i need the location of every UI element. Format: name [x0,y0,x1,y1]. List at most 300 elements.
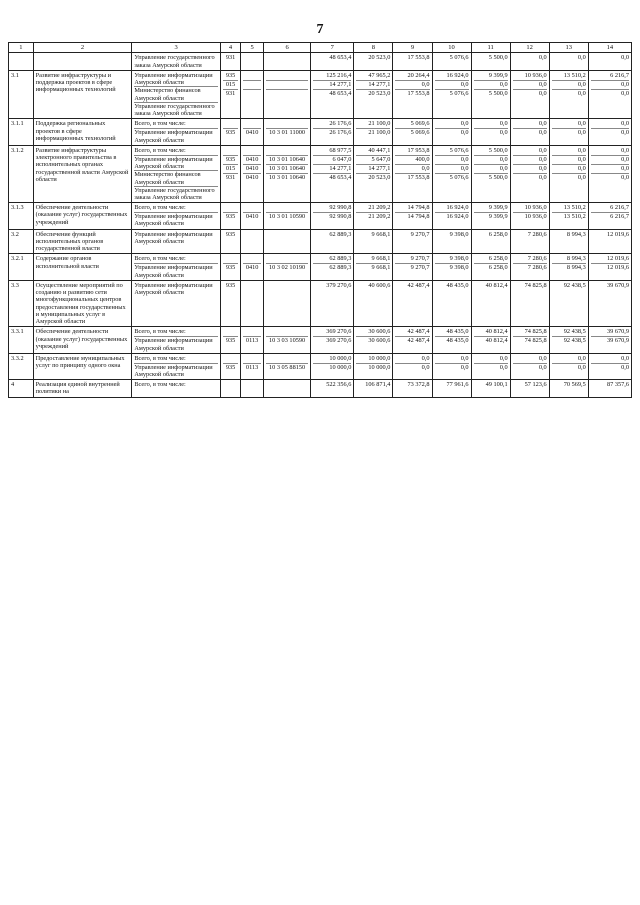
amount-col-8-line: 20 523,0 [356,173,390,182]
amount-col-9-line: 14 794,8 [407,204,430,212]
amount-col-10-line: 9 398,0 [435,263,469,272]
section-code-line [243,255,261,263]
amount-col-13-line: 92 438,5 [552,336,586,345]
grbs-code-line: 931 [223,89,239,98]
section-code-line [243,72,261,80]
target-article-code-cell [263,70,310,118]
amount-col-12-cell [510,280,549,326]
measure-name-cell: Содержание органов исполнительной власти [33,254,132,280]
amount-col-10-line: 5 076,6 [435,173,469,182]
total-amount-line: 92 990,8 [313,212,351,221]
target-article-code-line: 10 3 05 88150 [266,363,308,372]
amount-col-9-line: 0,0 [421,354,430,362]
target-article-code-line: 10 3 01 10640 [266,173,308,182]
responsible-executor-line: Управление информатизации Амурской области [134,263,217,278]
measure-name-cell: Обеспечение функций исполнительных органов государственной власти [33,229,132,254]
total-amount-line: 14 277,1 [313,80,351,89]
grbs-code-line [223,255,239,263]
col-header-4: 4 [220,43,241,53]
amount-col-13-line: 0,0 [577,354,586,362]
amount-col-10-line: 0,0 [435,155,469,164]
amount-col-13-line: 0,0 [552,80,586,89]
table-row [9,145,632,202]
amount-col-12-line: 7 280,6 [527,255,547,263]
responsible-executor-line: Управление информатизации Амурской области [134,230,213,245]
amount-col-13-line: 0,0 [552,164,586,173]
responsible-executor-line: Всего, в том числе: [134,328,186,336]
total-amount-cell [311,280,354,326]
amount-col-12-line: 7 280,6 [527,230,547,238]
target-article-code-cell [263,203,310,229]
amount-col-8-cell [354,70,393,118]
total-amount-line: 68 977,5 [329,146,352,154]
amount-col-9-line: 0,0 [395,80,429,89]
amount-col-9-cell [393,327,432,353]
col-header-13: 13 [549,43,588,53]
amount-col-11-line: 0,0 [499,120,508,128]
amount-col-14-line: 6 216,7 [610,71,629,79]
section-code-line: 0410 [243,263,261,272]
target-article-code-cell [263,229,310,254]
section-code-line: 0410 [243,212,261,221]
section-code-cell [241,145,264,202]
target-article-code-line [266,231,308,239]
total-amount-line: 379 270,6 [326,281,352,289]
amount-col-12-cell [510,254,549,280]
responsible-executor-cell [132,380,220,397]
amount-col-11-line: 0,0 [474,363,508,372]
section-code-cell [241,203,264,229]
section-code-line [243,80,261,89]
amount-col-13-line: 92 438,5 [563,281,586,289]
total-amount-line: 62 889,3 [329,230,352,238]
amount-col-13-line: 0,0 [552,89,586,98]
amount-col-8-cell [354,353,393,379]
grbs-code-cell [220,145,241,202]
amount-col-12-cell [510,353,549,379]
measure-name-cell: Развитие инфраструктуры и поддержка проектов в сфере информационных технологий [33,70,132,118]
section-code-cell [241,280,264,326]
grbs-code-cell [220,380,241,397]
col-header-3: 3 [132,43,220,53]
amount-col-9-line: 0,0 [395,164,429,173]
amount-col-10-cell [432,353,471,379]
amount-col-8-line: 14 277,1 [356,164,390,173]
section-code-line: 0113 [243,336,261,345]
amount-col-10-line: 5 076,6 [449,146,469,154]
table-row [9,203,632,229]
section-code-cell [241,70,264,118]
section-code-line [243,120,261,128]
row-number-cell [9,53,34,70]
responsible-executor-cell [132,254,220,280]
col-header-6: 6 [263,43,310,53]
total-amount-line: 6 047,0 [313,155,351,164]
amount-col-14-cell [588,229,631,254]
amount-col-14-line: 0,0 [621,120,629,128]
grbs-code-cell [220,280,241,326]
total-amount-cell [311,380,354,397]
amount-col-14-line: 12 019,6 [606,230,629,238]
amount-col-12-line: 74 825,8 [524,281,547,289]
total-amount-line: 48 653,4 [313,173,351,182]
responsible-executor-cell [132,70,220,118]
col-header-14: 14 [588,43,631,53]
section-code-line: 0410 [243,155,261,164]
amount-col-9-line: 17 553,8 [395,89,429,98]
amount-col-13-cell [549,327,588,353]
amount-col-9-cell [393,70,432,118]
grbs-code-line [223,120,239,128]
amount-col-14-line: 0,0 [621,354,629,362]
amount-col-12-line: 0,0 [538,120,547,128]
target-article-code-line [266,355,308,363]
amount-col-11-line: 5 500,0 [474,173,508,182]
amount-col-8-line: 47 965,2 [368,71,391,79]
amount-col-11-cell [471,327,510,353]
amount-col-9-cell [393,280,432,326]
grbs-code-cell [220,229,241,254]
responsible-executor-line: Управление информатизации Амурской области [134,336,217,351]
section-code-cell [241,254,264,280]
amount-col-10-line: 16 924,0 [446,71,469,79]
section-code-line [243,381,261,389]
amount-col-12-cell [510,203,549,229]
budget-table [8,42,632,398]
amount-col-10-line: 9 398,0 [449,255,469,263]
amount-col-14-line: 39 670,9 [591,336,629,345]
target-article-code-line [266,204,308,212]
amount-col-14-line: 0,0 [591,89,629,98]
measure-name-cell: Осуществление мероприятий по созданию и развитию сети многофункциональных центров предоставления государственных и муниципальных услуг в Амурской области [33,280,132,326]
total-amount-line: 26 176,6 [329,120,352,128]
amount-col-11-cell [471,353,510,379]
responsible-executor-line: Министерство финансов Амурской области [134,86,217,101]
grbs-code-line: 931 [225,54,236,62]
amount-col-14-cell [588,380,631,397]
target-article-code-line [266,255,308,263]
target-article-code-cell [263,280,310,326]
amount-col-12-line: 0,0 [513,363,547,372]
amount-col-9-line: 17 553,8 [407,54,430,62]
amount-col-8-line: 40 600,6 [368,281,391,289]
amount-col-9-line: 42 487,4 [407,328,430,336]
amount-col-11-cell [471,254,510,280]
target-article-code-cell [263,327,310,353]
amount-col-11-cell [471,145,510,202]
amount-col-9-line: 5 069,6 [410,120,430,128]
amount-col-11-cell [471,203,510,229]
col-header-2: 2 [33,43,132,53]
amount-col-11-line: 9 399,9 [488,71,508,79]
amount-col-13-cell [549,145,588,202]
amount-col-9-line: 9 270,7 [410,230,430,238]
amount-col-11-line: 5 500,0 [488,146,508,154]
responsible-executor-line: Управление информатизации Амурской области [134,212,217,227]
amount-col-9-line: 9 270,7 [395,263,429,272]
amount-col-8-cell [354,280,393,326]
amount-col-13-cell [549,53,588,70]
responsible-executor-line: Всего, в том числе: [134,354,186,362]
amount-col-13-line: 0,0 [577,120,586,128]
section-code-line [243,328,261,336]
amount-col-8-line: 30 600,6 [356,336,390,345]
target-article-code-line: 10 3 03 10590 [266,336,308,345]
amount-col-12-line: 0,0 [513,128,547,137]
amount-col-9-cell [393,254,432,280]
responsible-executor-line: Всего, в том числе: [134,204,186,212]
target-article-code-line: 10 3 01 10640 [266,155,308,164]
target-article-code-line [266,328,308,336]
amount-col-12-line: 0,0 [513,80,547,89]
total-amount-line: 522 356,6 [326,381,352,389]
table-row [9,53,632,70]
amount-col-10-line: 0,0 [460,120,469,128]
amount-col-11-cell [471,53,510,70]
amount-col-11-line: 0,0 [474,80,508,89]
amount-col-8-line: 10 000,0 [356,363,390,372]
page-number: 7 [316,22,324,37]
section-code-line [243,147,261,155]
amount-col-11-line: 0,0 [499,354,508,362]
amount-col-14-line: 87 357,6 [606,381,629,389]
total-amount-line: 369 270,6 [326,328,352,336]
responsible-executor-line: Всего, в том числе: [134,381,186,389]
total-amount-line: 62 889,3 [313,263,351,272]
grbs-code-line: 931 [223,173,239,182]
row-number-cell: 3.1.3 [9,203,34,229]
table-row [9,353,632,379]
row-number-cell: 3.3.2 [9,353,34,379]
amount-col-9-line: 5 069,6 [395,128,429,137]
amount-col-8-line: 21 100,0 [356,128,390,137]
table-row [9,229,632,254]
total-amount-cell [311,70,354,118]
amount-col-9-line: 42 487,4 [395,336,429,345]
responsible-executor-cell [132,145,220,202]
amount-col-14-line: 0,0 [621,146,629,154]
amount-col-14-line: 12 019,6 [591,263,629,272]
amount-col-11-line: 5 500,0 [488,54,508,62]
table-row [9,70,632,118]
section-code-cell [241,327,264,353]
amount-col-12-line: 57 123,6 [524,381,547,389]
grbs-code-line: 935 [225,230,236,238]
amount-col-13-cell [549,70,588,118]
total-amount-line: 125 216,4 [326,71,352,79]
amount-col-10-line: 0,0 [435,80,469,89]
amount-col-10-line: 48 435,0 [435,336,469,345]
row-number-cell: 3.1 [9,70,34,118]
amount-col-8-line: 40 447,1 [368,146,391,154]
responsible-executor-line: Управление государственного заказа Амурской области [134,102,217,117]
total-amount-cell [311,119,354,145]
responsible-executor-cell [132,203,220,229]
amount-col-10-cell [432,380,471,397]
measure-name-cell: Обеспечение деятельности (оказание услуг) государственных учреждений [33,203,132,229]
amount-col-10-cell [432,327,471,353]
amount-col-13-line: 70 569,5 [563,381,586,389]
grbs-code-line: 935 [225,71,236,79]
amount-col-13-line: 13 510,2 [563,204,586,212]
amount-col-10-cell [432,280,471,326]
col-header-12: 12 [510,43,549,53]
col-header-11: 11 [471,43,510,53]
target-article-code-line: 10 3 02 10190 [266,263,308,272]
total-amount-line: 369 270,6 [313,336,351,345]
amount-col-10-line: 0,0 [435,164,469,173]
target-article-code-line [266,147,308,155]
amount-col-12-line: 0,0 [538,354,547,362]
amount-col-14-line: 12 019,6 [606,255,629,263]
amount-col-8-line: 5 647,0 [356,155,390,164]
target-article-code-cell [263,119,310,145]
amount-col-10-cell [432,229,471,254]
amount-col-12-line: 10 936,0 [524,204,547,212]
amount-col-9-cell [393,229,432,254]
section-code-line [243,89,261,98]
amount-col-8-line: 9 668,1 [371,255,391,263]
col-header-8: 8 [354,43,393,53]
table-body [9,53,632,397]
amount-col-8-line: 21 209,2 [368,204,391,212]
amount-col-14-line: 0,0 [591,155,629,164]
amount-col-8-line: 21 209,2 [356,212,390,221]
responsible-executor-line: Всего, в том числе: [134,120,186,128]
amount-col-12-cell [510,53,549,70]
measure-name-cell [33,53,132,70]
amount-col-13-line: 0,0 [552,173,586,182]
row-number-cell: 3.3.1 [9,327,34,353]
amount-col-12-cell [510,229,549,254]
amount-col-14-cell [588,353,631,379]
total-amount-line: 48 653,4 [329,54,352,62]
amount-col-10-line: 0,0 [435,363,469,372]
target-article-code-line: 10 3 01 10640 [266,164,308,173]
amount-col-14-line: 39 670,9 [606,328,629,336]
amount-col-8-line: 9 668,1 [356,263,390,272]
target-article-code-cell [263,254,310,280]
amount-col-8-line: 14 277,1 [356,80,390,89]
amount-col-9-line: 42 487,4 [407,281,430,289]
responsible-executor-line: Министерство финансов Амурской области [134,170,217,185]
amount-col-8-cell [354,380,393,397]
responsible-executor-line: Управление информатизации Амурской области [134,128,217,143]
section-code-cell [241,380,264,397]
amount-col-9-line: 0,0 [395,363,429,372]
amount-col-12-line: 10 936,0 [513,212,547,221]
amount-col-11-line: 0,0 [474,128,508,137]
responsible-executor-cell [132,53,220,70]
amount-col-8-line: 10 000,0 [368,354,391,362]
responsible-executor-line: Всего, в том числе: [134,255,186,263]
amount-col-9-cell [393,53,432,70]
amount-col-13-cell [549,119,588,145]
grbs-code-line: 935 [223,128,239,137]
amount-col-10-cell [432,254,471,280]
amount-col-12-line: 0,0 [513,155,547,164]
responsible-executor-cell [132,327,220,353]
amount-col-9-cell [393,145,432,202]
amount-col-8-cell [354,229,393,254]
section-code-line: 0410 [243,128,261,137]
amount-col-14-line: 0,0 [591,164,629,173]
amount-col-13-line: 0,0 [577,146,586,154]
row-number-cell: 3.1.1 [9,119,34,145]
amount-col-12-cell [510,380,549,397]
amount-col-8-line: 20 523,0 [356,89,390,98]
amount-col-8-cell [354,119,393,145]
amount-col-8-line: 106 871,4 [365,381,391,389]
amount-col-10-line: 0,0 [460,354,469,362]
amount-col-11-line: 6 258,0 [474,263,508,272]
amount-col-12-line: 74 825,8 [524,328,547,336]
total-amount-line: 14 277,1 [313,164,351,173]
amount-col-14-cell [588,70,631,118]
grbs-code-cell [220,327,241,353]
amount-col-11-line: 40 812,4 [485,328,508,336]
col-header-7: 7 [311,43,354,53]
col-header-1: 1 [9,43,34,53]
row-number-cell: 3.3 [9,280,34,326]
amount-col-11-cell [471,280,510,326]
total-amount-line: 48 653,4 [313,89,351,98]
amount-col-14-cell [588,203,631,229]
amount-col-14-cell [588,53,631,70]
amount-col-13-line: 13 510,2 [563,71,586,79]
column-number-header [9,43,632,53]
amount-col-12-line: 0,0 [513,173,547,182]
amount-col-14-line: 0,0 [621,54,629,62]
target-article-code-line [266,120,308,128]
amount-col-8-cell [354,254,393,280]
grbs-code-line [223,328,239,336]
amount-col-11-line: 6 258,0 [488,230,508,238]
target-article-code-line [266,80,308,89]
amount-col-11-cell [471,229,510,254]
grbs-code-cell [220,353,241,379]
responsible-executor-cell [132,119,220,145]
amount-col-10-line: 16 924,0 [435,212,469,221]
table-row [9,254,632,280]
table-row [9,119,632,145]
grbs-code-cell [220,119,241,145]
amount-col-11-line: 49 100,1 [485,381,508,389]
amount-col-13-cell [549,353,588,379]
measure-name-cell: Реализация единой внутренней политики на [33,380,132,397]
section-code-cell [241,53,264,70]
amount-col-13-line: 0,0 [552,128,586,137]
amount-col-11-line: 9 399,9 [488,204,508,212]
amount-col-14-cell [588,119,631,145]
amount-col-12-cell [510,145,549,202]
amount-col-10-cell [432,203,471,229]
row-number-cell: 3.1.2 [9,145,34,202]
amount-col-14-cell [588,327,631,353]
section-code-line [243,355,261,363]
responsible-executor-line: Управление информатизации Амурской области [134,281,213,297]
total-amount-line: 92 990,8 [329,204,352,212]
col-header-9: 9 [393,43,432,53]
section-code-cell [241,229,264,254]
amount-col-11-line: 9 399,9 [474,212,508,221]
amount-col-8-line: 20 523,0 [368,54,391,62]
measure-name-cell: Предоставление муниципальных услуг по принципу одного окна [33,353,132,379]
amount-col-8-cell [354,327,393,353]
grbs-code-line: 935 [223,263,239,272]
amount-col-9-line: 17 953,8 [407,146,430,154]
section-code-cell [241,119,264,145]
